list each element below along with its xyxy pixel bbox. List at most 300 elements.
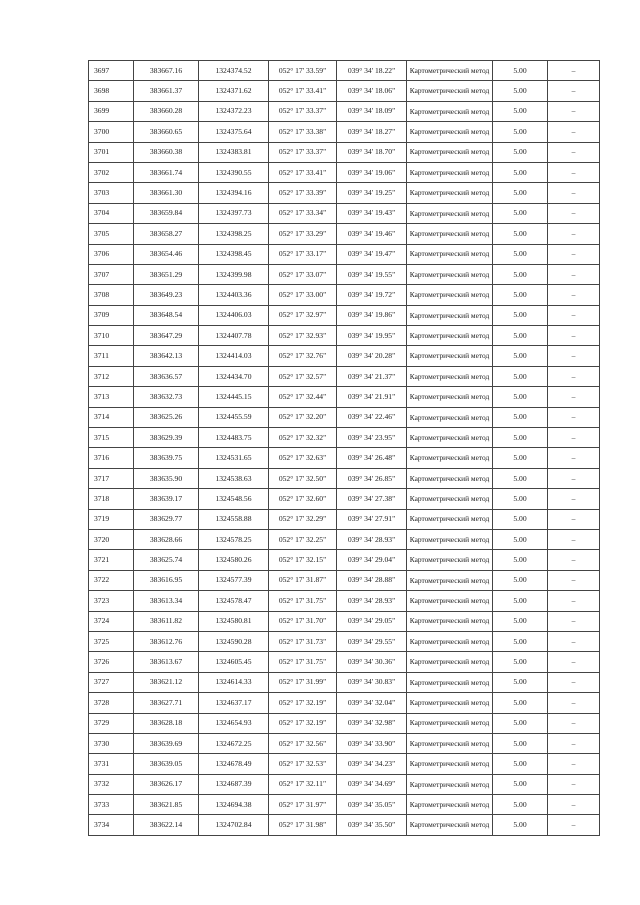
- y-coordinate-cell: 1324375.64: [199, 122, 269, 142]
- note-cell: –: [548, 754, 600, 774]
- accuracy-cell: 5.00: [493, 203, 548, 223]
- accuracy-cell: 5.00: [493, 285, 548, 305]
- longitude-cell: 039° 34' 23.95": [337, 428, 407, 448]
- point-number-cell: 3709: [89, 305, 134, 325]
- table-row: [89, 366, 600, 386]
- y-coordinate-cell: 1324434.70: [199, 366, 269, 386]
- note-cell: –: [548, 162, 600, 182]
- accuracy-cell: 5.00: [493, 101, 548, 121]
- latitude-cell: 052° 17' 32.93": [269, 326, 337, 346]
- accuracy-cell: 5.00: [493, 81, 548, 101]
- latitude-cell: 052° 17' 32.44": [269, 387, 337, 407]
- method-cell: Картометрический метод: [407, 448, 493, 468]
- point-number-cell: 3714: [89, 407, 134, 427]
- table-row: [89, 448, 600, 468]
- accuracy-cell: 5.00: [493, 550, 548, 570]
- accuracy-cell: 5.00: [493, 631, 548, 651]
- y-coordinate-cell: 1324548.56: [199, 489, 269, 509]
- latitude-cell: 052° 17' 32.56": [269, 733, 337, 753]
- longitude-cell: 039° 34' 19.86": [337, 305, 407, 325]
- point-number-cell: 3710: [89, 326, 134, 346]
- method-cell: Картометрический метод: [407, 652, 493, 672]
- longitude-cell: 039° 34' 32.04": [337, 693, 407, 713]
- x-coordinate-cell: 383648.54: [134, 305, 199, 325]
- note-cell: –: [548, 264, 600, 284]
- longitude-cell: 039° 34' 19.47": [337, 244, 407, 264]
- latitude-cell: 052° 17' 33.00": [269, 285, 337, 305]
- accuracy-cell: 5.00: [493, 815, 548, 835]
- latitude-cell: 052° 17' 32.15": [269, 550, 337, 570]
- x-coordinate-cell: 383611.82: [134, 611, 199, 631]
- latitude-cell: 052° 17' 31.75": [269, 652, 337, 672]
- x-coordinate-cell: 383660.28: [134, 101, 199, 121]
- method-cell: Картометрический метод: [407, 428, 493, 448]
- table-row: [89, 61, 600, 81]
- longitude-cell: 039° 34' 19.06": [337, 162, 407, 182]
- note-cell: –: [548, 366, 600, 386]
- table-row: [89, 815, 600, 835]
- longitude-cell: 039° 34' 21.37": [337, 366, 407, 386]
- longitude-cell: 039° 34' 18.27": [337, 122, 407, 142]
- method-cell: Картометрический метод: [407, 815, 493, 835]
- method-cell: Картометрический метод: [407, 346, 493, 366]
- latitude-cell: 052° 17' 33.29": [269, 224, 337, 244]
- note-cell: –: [548, 815, 600, 835]
- table-row: [89, 407, 600, 427]
- latitude-cell: 052° 17' 32.19": [269, 713, 337, 733]
- table-row: [89, 713, 600, 733]
- x-coordinate-cell: 383639.05: [134, 754, 199, 774]
- latitude-cell: 052° 17' 33.07": [269, 264, 337, 284]
- point-number-cell: 3706: [89, 244, 134, 264]
- note-cell: –: [548, 387, 600, 407]
- accuracy-cell: 5.00: [493, 733, 548, 753]
- y-coordinate-cell: 1324398.45: [199, 244, 269, 264]
- note-cell: –: [548, 81, 600, 101]
- accuracy-cell: 5.00: [493, 428, 548, 448]
- y-coordinate-cell: 1324614.33: [199, 672, 269, 692]
- y-coordinate-cell: 1324678.49: [199, 754, 269, 774]
- accuracy-cell: 5.00: [493, 122, 548, 142]
- method-cell: Картометрический метод: [407, 570, 493, 590]
- x-coordinate-cell: 383660.65: [134, 122, 199, 142]
- note-cell: –: [548, 101, 600, 121]
- table-row: [89, 285, 600, 305]
- note-cell: –: [548, 795, 600, 815]
- x-coordinate-cell: 383621.85: [134, 795, 199, 815]
- accuracy-cell: 5.00: [493, 244, 548, 264]
- x-coordinate-cell: 383658.27: [134, 224, 199, 244]
- table-row: [89, 244, 600, 264]
- point-number-cell: 3731: [89, 754, 134, 774]
- latitude-cell: 052° 17' 32.29": [269, 509, 337, 529]
- note-cell: –: [548, 285, 600, 305]
- y-coordinate-cell: 1324407.78: [199, 326, 269, 346]
- x-coordinate-cell: 383616.95: [134, 570, 199, 590]
- y-coordinate-cell: 1324399.98: [199, 264, 269, 284]
- note-cell: –: [548, 61, 600, 81]
- accuracy-cell: 5.00: [493, 795, 548, 815]
- note-cell: –: [548, 631, 600, 651]
- latitude-cell: 052° 17' 32.20": [269, 407, 337, 427]
- note-cell: –: [548, 407, 600, 427]
- y-coordinate-cell: 1324414.03: [199, 346, 269, 366]
- method-cell: Картометрический метод: [407, 387, 493, 407]
- latitude-cell: 052° 17' 33.38": [269, 122, 337, 142]
- y-coordinate-cell: 1324371.62: [199, 81, 269, 101]
- method-cell: Картометрический метод: [407, 407, 493, 427]
- point-number-cell: 3703: [89, 183, 134, 203]
- note-cell: –: [548, 733, 600, 753]
- point-number-cell: 3725: [89, 631, 134, 651]
- accuracy-cell: 5.00: [493, 366, 548, 386]
- y-coordinate-cell: 1324702.84: [199, 815, 269, 835]
- x-coordinate-cell: 383661.30: [134, 183, 199, 203]
- longitude-cell: 039° 34' 18.22": [337, 61, 407, 81]
- table-row: [89, 305, 600, 325]
- note-cell: –: [548, 448, 600, 468]
- x-coordinate-cell: 383649.23: [134, 285, 199, 305]
- x-coordinate-cell: 383635.90: [134, 468, 199, 488]
- longitude-cell: 039° 34' 22.46": [337, 407, 407, 427]
- y-coordinate-cell: 1324383.81: [199, 142, 269, 162]
- x-coordinate-cell: 383628.66: [134, 529, 199, 549]
- accuracy-cell: 5.00: [493, 652, 548, 672]
- method-cell: Картометрический метод: [407, 81, 493, 101]
- longitude-cell: 039° 34' 19.43": [337, 203, 407, 223]
- accuracy-cell: 5.00: [493, 713, 548, 733]
- longitude-cell: 039° 34' 30.83": [337, 672, 407, 692]
- table-row: [89, 81, 600, 101]
- point-number-cell: 3713: [89, 387, 134, 407]
- longitude-cell: 039° 34' 34.23": [337, 754, 407, 774]
- point-number-cell: 3705: [89, 224, 134, 244]
- table-row: [89, 122, 600, 142]
- method-cell: Картометрический метод: [407, 264, 493, 284]
- longitude-cell: 039° 34' 27.38": [337, 489, 407, 509]
- note-cell: –: [548, 468, 600, 488]
- accuracy-cell: 5.00: [493, 529, 548, 549]
- method-cell: Картометрический метод: [407, 285, 493, 305]
- latitude-cell: 052° 17' 33.41": [269, 162, 337, 182]
- y-coordinate-cell: 1324580.26: [199, 550, 269, 570]
- point-number-cell: 3729: [89, 713, 134, 733]
- point-number-cell: 3727: [89, 672, 134, 692]
- accuracy-cell: 5.00: [493, 326, 548, 346]
- point-number-cell: 3702: [89, 162, 134, 182]
- x-coordinate-cell: 383639.75: [134, 448, 199, 468]
- latitude-cell: 052° 17' 31.87": [269, 570, 337, 590]
- method-cell: Картометрический метод: [407, 203, 493, 223]
- accuracy-cell: 5.00: [493, 672, 548, 692]
- point-number-cell: 3712: [89, 366, 134, 386]
- latitude-cell: 052° 17' 33.41": [269, 81, 337, 101]
- longitude-cell: 039° 34' 19.72": [337, 285, 407, 305]
- note-cell: –: [548, 652, 600, 672]
- table-row: [89, 672, 600, 692]
- point-number-cell: 3718: [89, 489, 134, 509]
- y-coordinate-cell: 1324590.28: [199, 631, 269, 651]
- accuracy-cell: 5.00: [493, 611, 548, 631]
- note-cell: –: [548, 244, 600, 264]
- method-cell: Картометрический метод: [407, 162, 493, 182]
- x-coordinate-cell: 383636.57: [134, 366, 199, 386]
- longitude-cell: 039° 34' 34.69": [337, 774, 407, 794]
- longitude-cell: 039° 34' 33.90": [337, 733, 407, 753]
- x-coordinate-cell: 383626.17: [134, 774, 199, 794]
- accuracy-cell: 5.00: [493, 754, 548, 774]
- note-cell: –: [548, 611, 600, 631]
- point-number-cell: 3728: [89, 693, 134, 713]
- method-cell: Картометрический метод: [407, 693, 493, 713]
- accuracy-cell: 5.00: [493, 61, 548, 81]
- method-cell: Картометрический метод: [407, 611, 493, 631]
- point-number-cell: 3697: [89, 61, 134, 81]
- latitude-cell: 052° 17' 32.57": [269, 366, 337, 386]
- method-cell: Картометрический метод: [407, 244, 493, 264]
- accuracy-cell: 5.00: [493, 162, 548, 182]
- latitude-cell: 052° 17' 31.98": [269, 815, 337, 835]
- table-row: [89, 795, 600, 815]
- x-coordinate-cell: 383612.76: [134, 631, 199, 651]
- longitude-cell: 039° 34' 35.05": [337, 795, 407, 815]
- accuracy-cell: 5.00: [493, 264, 548, 284]
- x-coordinate-cell: 383639.69: [134, 733, 199, 753]
- x-coordinate-cell: 383647.29: [134, 326, 199, 346]
- latitude-cell: 052° 17' 33.59": [269, 61, 337, 81]
- note-cell: –: [548, 203, 600, 223]
- accuracy-cell: 5.00: [493, 387, 548, 407]
- point-number-cell: 3732: [89, 774, 134, 794]
- note-cell: –: [548, 305, 600, 325]
- x-coordinate-cell: 383621.12: [134, 672, 199, 692]
- y-coordinate-cell: 1324694.38: [199, 795, 269, 815]
- method-cell: Картометрический метод: [407, 509, 493, 529]
- longitude-cell: 039° 34' 26.85": [337, 468, 407, 488]
- x-coordinate-cell: 383627.71: [134, 693, 199, 713]
- point-number-cell: 3708: [89, 285, 134, 305]
- longitude-cell: 039° 34' 28.88": [337, 570, 407, 590]
- note-cell: –: [548, 550, 600, 570]
- latitude-cell: 052° 17' 31.97": [269, 795, 337, 815]
- longitude-cell: 039° 34' 19.46": [337, 224, 407, 244]
- method-cell: Картометрический метод: [407, 795, 493, 815]
- method-cell: Картометрический метод: [407, 305, 493, 325]
- longitude-cell: 039° 34' 18.70": [337, 142, 407, 162]
- table-row: [89, 264, 600, 284]
- latitude-cell: 052° 17' 32.60": [269, 489, 337, 509]
- x-coordinate-cell: 383654.46: [134, 244, 199, 264]
- method-cell: Картометрический метод: [407, 754, 493, 774]
- longitude-cell: 039° 34' 28.93": [337, 591, 407, 611]
- method-cell: Картометрический метод: [407, 529, 493, 549]
- note-cell: –: [548, 122, 600, 142]
- y-coordinate-cell: 1324578.25: [199, 529, 269, 549]
- longitude-cell: 039° 34' 18.09": [337, 101, 407, 121]
- x-coordinate-cell: 383629.39: [134, 428, 199, 448]
- y-coordinate-cell: 1324654.93: [199, 713, 269, 733]
- x-coordinate-cell: 383660.38: [134, 142, 199, 162]
- method-cell: Картометрический метод: [407, 224, 493, 244]
- table-row: [89, 326, 600, 346]
- point-number-cell: 3722: [89, 570, 134, 590]
- method-cell: Картометрический метод: [407, 489, 493, 509]
- y-coordinate-cell: 1324403.36: [199, 285, 269, 305]
- latitude-cell: 052° 17' 33.39": [269, 183, 337, 203]
- y-coordinate-cell: 1324406.03: [199, 305, 269, 325]
- method-cell: Картометрический метод: [407, 631, 493, 651]
- longitude-cell: 039° 34' 28.93": [337, 529, 407, 549]
- latitude-cell: 052° 17' 33.37": [269, 101, 337, 121]
- note-cell: –: [548, 346, 600, 366]
- table-row: [89, 693, 600, 713]
- point-number-cell: 3721: [89, 550, 134, 570]
- accuracy-cell: 5.00: [493, 305, 548, 325]
- table-row: [89, 183, 600, 203]
- table-row: [89, 387, 600, 407]
- latitude-cell: 052° 17' 32.19": [269, 693, 337, 713]
- x-coordinate-cell: 383625.74: [134, 550, 199, 570]
- y-coordinate-cell: 1324374.52: [199, 61, 269, 81]
- point-number-cell: 3711: [89, 346, 134, 366]
- point-number-cell: 3699: [89, 101, 134, 121]
- table-row: [89, 774, 600, 794]
- method-cell: Картометрический метод: [407, 142, 493, 162]
- method-cell: Картометрический метод: [407, 326, 493, 346]
- x-coordinate-cell: 383613.34: [134, 591, 199, 611]
- note-cell: –: [548, 428, 600, 448]
- x-coordinate-cell: 383613.67: [134, 652, 199, 672]
- note-cell: –: [548, 142, 600, 162]
- longitude-cell: 039° 34' 35.50": [337, 815, 407, 835]
- accuracy-cell: 5.00: [493, 591, 548, 611]
- table-row: [89, 570, 600, 590]
- x-coordinate-cell: 383642.13: [134, 346, 199, 366]
- x-coordinate-cell: 383632.73: [134, 387, 199, 407]
- note-cell: –: [548, 509, 600, 529]
- note-cell: –: [548, 326, 600, 346]
- longitude-cell: 039° 34' 20.28": [337, 346, 407, 366]
- note-cell: –: [548, 489, 600, 509]
- method-cell: Картометрический метод: [407, 61, 493, 81]
- point-number-cell: 3707: [89, 264, 134, 284]
- y-coordinate-cell: 1324390.55: [199, 162, 269, 182]
- table-row: [89, 529, 600, 549]
- point-number-cell: 3733: [89, 795, 134, 815]
- y-coordinate-cell: 1324445.15: [199, 387, 269, 407]
- y-coordinate-cell: 1324455.59: [199, 407, 269, 427]
- y-coordinate-cell: 1324531.65: [199, 448, 269, 468]
- table-row: [89, 468, 600, 488]
- point-number-cell: 3698: [89, 81, 134, 101]
- point-number-cell: 3700: [89, 122, 134, 142]
- table-row: [89, 611, 600, 631]
- y-coordinate-cell: 1324394.16: [199, 183, 269, 203]
- coordinates-table-body: [89, 61, 600, 836]
- table-row: [89, 509, 600, 529]
- method-cell: Картометрический метод: [407, 672, 493, 692]
- table-row: [89, 550, 600, 570]
- method-cell: Картометрический метод: [407, 468, 493, 488]
- method-cell: Картометрический метод: [407, 591, 493, 611]
- y-coordinate-cell: 1324558.88: [199, 509, 269, 529]
- x-coordinate-cell: 383628.18: [134, 713, 199, 733]
- longitude-cell: 039° 34' 26.48": [337, 448, 407, 468]
- note-cell: –: [548, 529, 600, 549]
- x-coordinate-cell: 383622.14: [134, 815, 199, 835]
- note-cell: –: [548, 224, 600, 244]
- point-number-cell: 3720: [89, 529, 134, 549]
- point-number-cell: 3716: [89, 448, 134, 468]
- table-row: [89, 203, 600, 223]
- table-row: [89, 652, 600, 672]
- latitude-cell: 052° 17' 32.25": [269, 529, 337, 549]
- method-cell: Картометрический метод: [407, 366, 493, 386]
- accuracy-cell: 5.00: [493, 407, 548, 427]
- latitude-cell: 052° 17' 31.75": [269, 591, 337, 611]
- latitude-cell: 052° 17' 32.63": [269, 448, 337, 468]
- table-row: [89, 428, 600, 448]
- note-cell: –: [548, 591, 600, 611]
- point-number-cell: 3724: [89, 611, 134, 631]
- method-cell: Картометрический метод: [407, 122, 493, 142]
- y-coordinate-cell: 1324578.47: [199, 591, 269, 611]
- x-coordinate-cell: 383625.26: [134, 407, 199, 427]
- note-cell: –: [548, 693, 600, 713]
- note-cell: –: [548, 570, 600, 590]
- latitude-cell: 052° 17' 33.34": [269, 203, 337, 223]
- longitude-cell: 039° 34' 21.91": [337, 387, 407, 407]
- y-coordinate-cell: 1324637.17: [199, 693, 269, 713]
- y-coordinate-cell: 1324538.63: [199, 468, 269, 488]
- y-coordinate-cell: 1324372.23: [199, 101, 269, 121]
- point-number-cell: 3730: [89, 733, 134, 753]
- table-row: [89, 346, 600, 366]
- accuracy-cell: 5.00: [493, 468, 548, 488]
- x-coordinate-cell: 383661.74: [134, 162, 199, 182]
- point-number-cell: 3701: [89, 142, 134, 162]
- x-coordinate-cell: 383629.77: [134, 509, 199, 529]
- method-cell: Картометрический метод: [407, 774, 493, 794]
- point-number-cell: 3704: [89, 203, 134, 223]
- accuracy-cell: 5.00: [493, 346, 548, 366]
- latitude-cell: 052° 17' 32.53": [269, 754, 337, 774]
- note-cell: –: [548, 672, 600, 692]
- point-number-cell: 3719: [89, 509, 134, 529]
- x-coordinate-cell: 383651.29: [134, 264, 199, 284]
- table-row: [89, 754, 600, 774]
- point-number-cell: 3726: [89, 652, 134, 672]
- y-coordinate-cell: 1324580.81: [199, 611, 269, 631]
- note-cell: –: [548, 713, 600, 733]
- longitude-cell: 039° 34' 29.55": [337, 631, 407, 651]
- table-row: [89, 631, 600, 651]
- longitude-cell: 039° 34' 32.98": [337, 713, 407, 733]
- point-number-cell: 3734: [89, 815, 134, 835]
- note-cell: –: [548, 183, 600, 203]
- table-row: [89, 733, 600, 753]
- point-number-cell: 3723: [89, 591, 134, 611]
- x-coordinate-cell: 383667.16: [134, 61, 199, 81]
- longitude-cell: 039° 34' 19.25": [337, 183, 407, 203]
- method-cell: Картометрический метод: [407, 713, 493, 733]
- accuracy-cell: 5.00: [493, 774, 548, 794]
- longitude-cell: 039° 34' 29.04": [337, 550, 407, 570]
- accuracy-cell: 5.00: [493, 224, 548, 244]
- latitude-cell: 052° 17' 32.32": [269, 428, 337, 448]
- latitude-cell: 052° 17' 33.17": [269, 244, 337, 264]
- note-cell: –: [548, 774, 600, 794]
